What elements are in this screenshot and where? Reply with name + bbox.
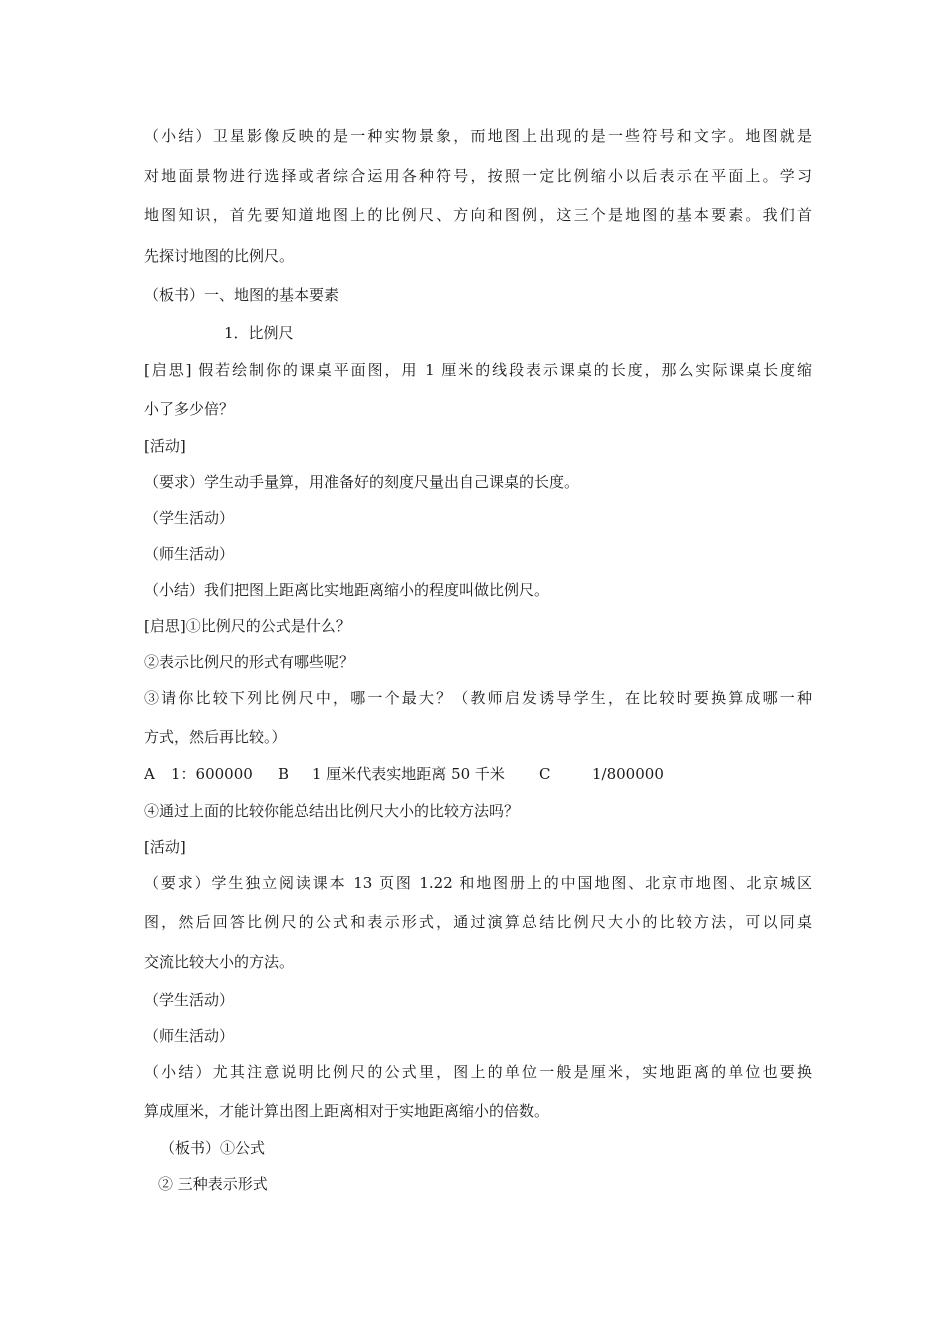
choice-a-value: 1：600000 [171,765,253,783]
choice-b-letter: B [278,765,290,783]
requirement-2-line-1: （要求）学生独立阅读课本 13 页图 1.22 和地图册上的中国地图、北京市地图、北京城区 [144,874,812,892]
question-3-line-2: 方式，然后再比较。） [144,728,287,746]
question-4: ④通过上面的比较你能总结出比例尺大小的比较方法吗？ [144,802,520,820]
choice-a-letter: A [144,765,155,783]
board-subheading-scale: 1．比例尺 [224,324,294,342]
summary-definition: （小结）我们把图上距离比实地距离缩小的程度叫做比例尺。 [144,581,550,599]
prompt-line-2: 小了多少倍？ [144,400,235,418]
summary-line-3: 地图知识，首先要知道地图上的比例尺、方向和图例，这三个是地图的基本要素。我们首 [144,206,812,224]
question-3-line-1: ③请你比较下列比例尺中，哪一个最大？（教师启发诱导学生，在比较时要换算成哪一种 [144,689,812,707]
summary-line-1: （小结）卫星影像反映的是一种实物景象，而地图上出现的是一些符号和文字。地图就是 [144,127,812,145]
teacher-activity-1: （师生活动） [144,545,235,563]
board-heading: （板书）一、地图的基本要素 [144,286,340,304]
requirement-2-line-2: 图，然后回答比例尺的公式和表示形式，通过演算总结比例尺大小的比较方法，可以同桌 [144,913,812,931]
activity-label-1: [活动] [144,437,186,455]
board-three-forms: ② 三种表示形式 [158,1175,268,1193]
choice-c-value: 1/800000 [592,765,664,783]
student-activity-1: （学生活动） [144,509,235,527]
teacher-activity-2: （师生活动） [144,1027,235,1045]
student-activity-2: （学生活动） [144,991,235,1009]
choice-c-letter: C [539,765,551,783]
board-formula: （板书）①公式 [160,1139,266,1157]
activity-label-2: [活动] [144,838,186,856]
question-1: [启思]①比例尺的公式是什么？ [144,617,351,635]
summary-line-2: 对地面景物进行选择或者综合运用各种符号，按照一定比例缩小以后表示在平面上。学习 [144,167,812,185]
requirement-2-line-3: 交流比较大小的方法。 [144,953,295,971]
scale-choices [144,764,812,784]
prompt-line-1: [启思] 假若绘制你的课桌平面图，用 1 厘米的线段表示课桌的长度，那么实际课桌长度缩 [144,361,812,379]
requirement-line-1: （要求）学生动手量算，用准备好的刻度尺量出自己课桌的长度。 [144,473,580,491]
summary-line-4: 先探讨地图的比例尺。 [144,247,295,265]
question-2: ②表示比例尺的形式有哪些呢？ [144,653,355,671]
summary-units-line-2: 算成厘米，才能计算出图上距离相对于实地距离缩小的倍数。 [144,1102,550,1120]
choice-b-value: 1 厘米代表实地距离 50 千米 [312,765,505,783]
summary-units-line-1: （小结）尤其注意说明比例尺的公式里，图上的单位一般是厘米，实地距离的单位也要换 [144,1063,812,1081]
